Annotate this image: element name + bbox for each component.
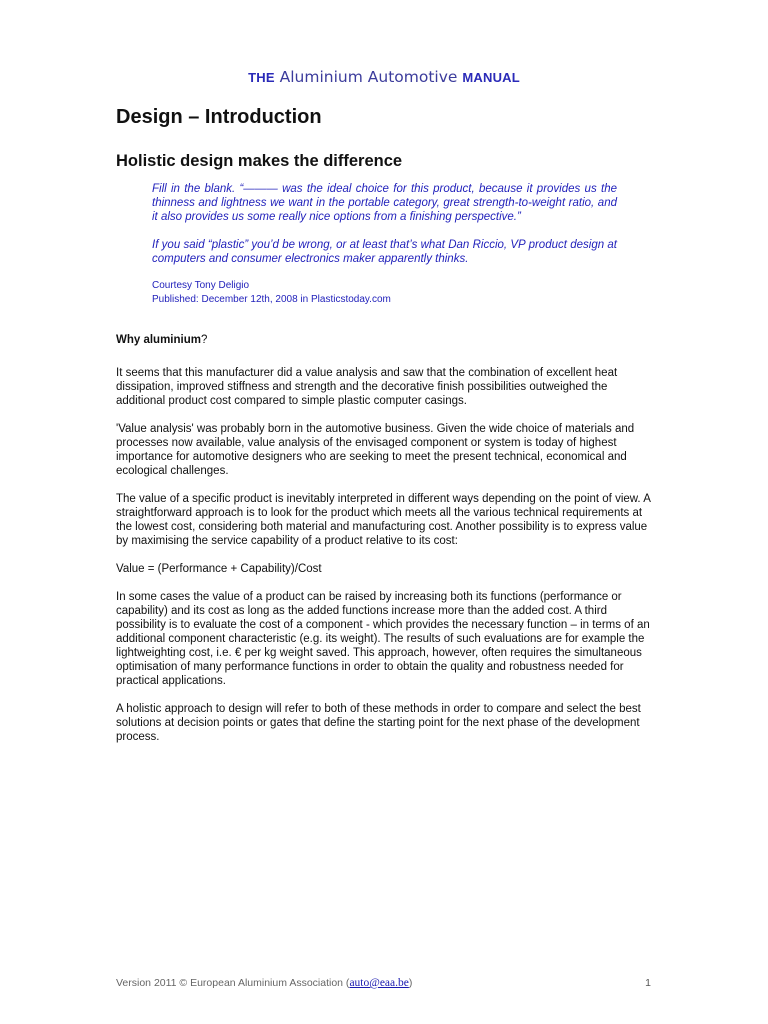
page-subtitle: Holistic design makes the difference xyxy=(116,152,403,170)
footer-paren: ) xyxy=(408,977,413,989)
body-paragraph-1: It seems that this manufacturer did a value analysis and saw that the combination of excellent heat dissipation, improved stiffness and strength and the decorative finish possibilities outweighed the additional product cost compared to simple plastic computer casings. xyxy=(116,367,618,407)
quote-credits xyxy=(152,279,617,307)
quote-paragraph-2: If you said “plastic” you’d be wrong, or at least that’s what Dan Riccio, VP product design at computers and consumer electronics maker apparently thinks. xyxy=(152,239,617,265)
header-the: THE xyxy=(248,70,275,85)
page-title: Design – Introduction xyxy=(116,106,322,128)
body-paragraph-2: 'Value analysis' was probably born in the automotive business. Given the wide choice of materials and processes now available, value analysis of the envisaged component or system is today of highest importance for automotive designers who are seeking to meet the present technical, economical and ecological challenges. xyxy=(116,423,635,477)
section-heading-bold: Why aluminium xyxy=(116,334,201,346)
page-footer xyxy=(116,976,653,990)
quote-paragraph-1: Fill in the blank. “——— was the ideal choice for this product, because it provides us the thinness and lightness we want in the portable category, great strength-to-weight ratio, and it also provides us some really nice options from a finishing perspective.” xyxy=(152,183,617,223)
body-text xyxy=(116,366,653,744)
quote-block xyxy=(152,182,617,307)
running-header xyxy=(0,68,768,86)
published-line: Published: December 12th, 2008 in Plasticstoday.com xyxy=(152,294,391,305)
page-number: 1 xyxy=(645,977,651,989)
body-paragraph-5: In some cases the value of a product can be raised by increasing both its functions (performance or capability) and its cost as long as the added functions increase more than the added cost. A third possibility is to evaluate the cost of a component - which provides the necessary function – in terms of an additional component characteristic (e.g. its weight). The results of such evaluations are for example the lightweighting cost, i.e. € per kg weight saved. This approach, however, often requires the simultaneous optimisation of many performance functions in order to obtain the quality and robustness needed for practical applications. xyxy=(116,591,650,687)
footer-email-link[interactable]: auto@eaa.be xyxy=(349,977,409,989)
header-manual: MANUAL xyxy=(462,70,520,85)
section-heading-suffix: ? xyxy=(200,334,208,346)
header-title: Aluminium Automotive xyxy=(274,68,463,86)
footer-copyright: Version 2011 © European Aluminium Association ( xyxy=(116,977,350,989)
section-heading xyxy=(116,333,653,347)
body-paragraph-3: The value of a specific product is inevitably interpreted in different ways depending on the point of view. A straightforward approach is to look for the product which meets all the various technical requirements at the lowest cost, considering both material and manufacturing cost. Another possibility is to express value by maximising the service capability of a product relative to its cost: xyxy=(116,493,651,547)
body-paragraph-6: A holistic approach to design will refer to both of these methods in order to compare and select the best solutions at decision points or gates that define the starting point for the next phase of the development process. xyxy=(116,703,641,743)
page-content xyxy=(116,104,653,744)
courtesy-line: Courtesy Tony Deligio xyxy=(152,280,250,291)
value-formula: Value = (Performance + Capability)/Cost xyxy=(116,563,322,575)
